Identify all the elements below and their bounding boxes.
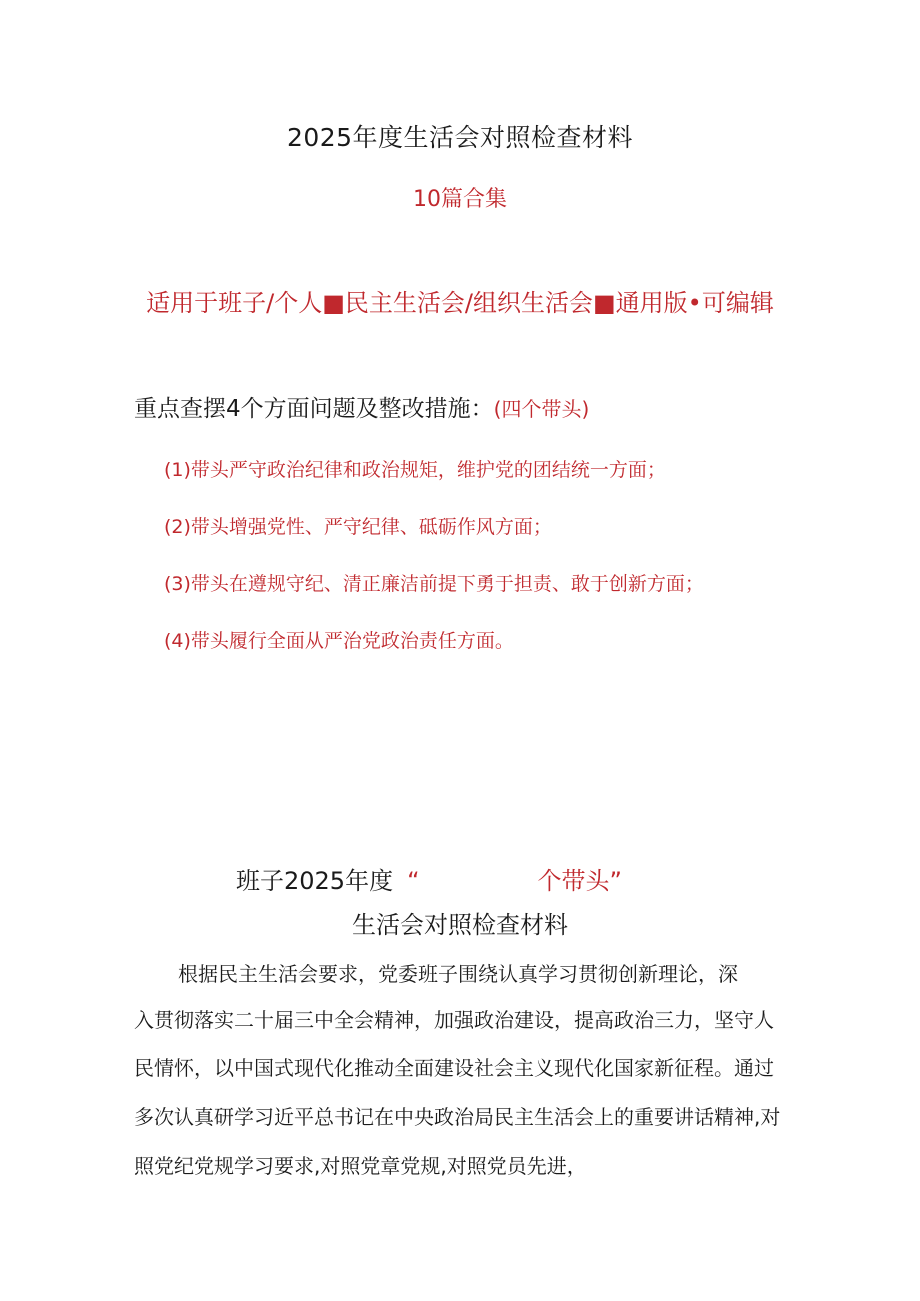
section-title (236, 861, 622, 896)
body-paragraph-line: 入贯彻落实二十届三中全会精神，加强政治建设，提高政治三力，坚守人 (134, 1008, 774, 1032)
section-title-red: 个带头” (537, 867, 622, 895)
body-paragraph-line: 照党纪党规学习要求,对照党章党规,对照党员先进， (134, 1154, 587, 1178)
body-paragraph-line: 根据民主生活会要求，党委班子围绕认真学习贯彻创新理论，深 (178, 962, 738, 986)
body-paragraph-line: 民情怀，以中国式现代化推动全面建设社会主义现代化国家新征程。通过 (134, 1056, 774, 1080)
focus-item: (3)带头在遵规守纪、清正廉洁前提下勇于担责、敢于创新方面； (164, 573, 704, 595)
section-title-quote: “ (407, 867, 420, 895)
focus-heading (134, 390, 589, 423)
focus-heading-note: (四个带头) (493, 397, 590, 421)
document-title: 2025年度生活会对照检查材料 (286, 123, 634, 152)
section-title-prefix: 班子2025年度 (236, 867, 394, 895)
collection-subtitle: 10篇合集 (413, 187, 507, 212)
section-subtitle: 生活会对照检查材料 (352, 911, 568, 939)
focus-heading-text: 重点查摆4个方面问题及整改措施： (134, 396, 494, 422)
applicability-line: 适用于班子/个人■民主生活会/组织生活会■通用版•可编辑 (146, 289, 774, 317)
focus-item: (4)带头履行全面从严治党政治责任方面。 (164, 630, 514, 652)
focus-item: (2)带头增强党性、严守纪律、砥砺作风方面； (164, 516, 552, 538)
body-paragraph-line: 多次认真研学习近平总书记在中央政治局民主生活会上的重要讲话精神,对 (134, 1105, 781, 1129)
focus-item: (1)带头严守政治纪律和政治规矩，维护党的团结统一方面； (164, 459, 666, 481)
